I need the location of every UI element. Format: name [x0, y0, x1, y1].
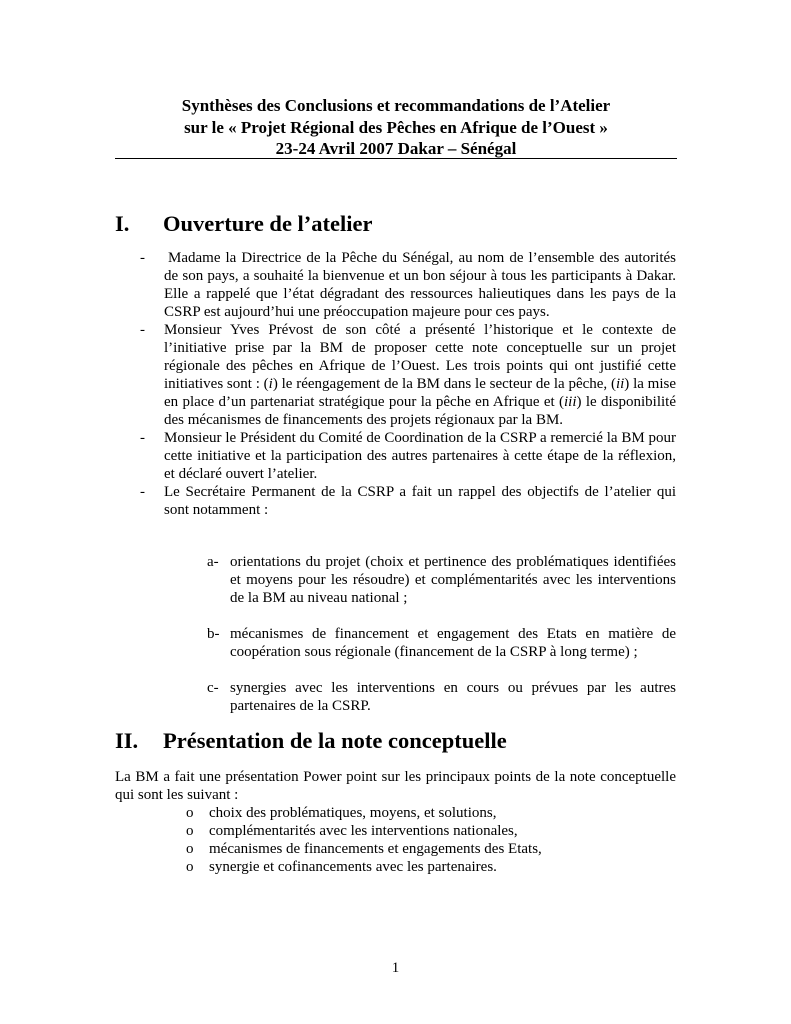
dash-marker: - — [140, 484, 145, 500]
dash-marker: - — [140, 322, 145, 338]
objective-item — [207, 553, 676, 607]
objective-text: synergies avec les interventions en cours ou prévues par les autres partenaires de la CSRP. — [230, 680, 676, 714]
concept-note-points-list — [186, 804, 542, 876]
objective-marker: b- — [207, 626, 220, 642]
list-item-text: complémentarités avec les interventions nationales, — [209, 823, 518, 839]
list-item — [186, 840, 542, 858]
objective-item — [207, 679, 676, 715]
objective-marker: c- — [207, 680, 219, 696]
list-item — [140, 429, 676, 483]
list-item-text: Le Secrétaire Permanent de la CSRP a fait un rappel des objectifs de l’atelier qui sont notamment : — [164, 484, 676, 518]
objective-marker: a- — [207, 554, 219, 570]
list-item — [140, 483, 676, 519]
list-item — [186, 858, 542, 876]
dash-marker: - — [140, 250, 145, 266]
dash-marker: - — [140, 430, 145, 446]
list-item-text: choix des problématiques, moyens, et solutions, — [209, 805, 497, 821]
section-2-number: II. — [115, 728, 139, 753]
section-2-title: Présentation de la note conceptuelle — [163, 728, 507, 753]
workshop-objectives-list — [207, 553, 676, 733]
page-number: 1 — [391, 960, 400, 976]
title-line-2: sur le « Projet Régional des Pêches en Afrique de l’Ouest » — [184, 117, 608, 137]
list-item-text: Madame la Directrice de la Pêche du Sénégal, au nom de l’ensemble des autorités de son pays, a souhaité la bienvenue et un bon séjour à tous les participants à Dakar. Elle a rappelé que l’état dégradant des ressources halieutiques dans les pays de la CSRP est aujourd’hui une préoccupation majeure pour ces pays. — [164, 250, 676, 320]
list-item-text: synergie et cofinancements avec les partenaires. — [209, 859, 497, 875]
circle-bullet-icon: o — [186, 805, 194, 821]
section-2-intro: La BM a fait une présentation Power point sur les principaux points de la note conceptuelle qui sont les suivant : — [115, 769, 676, 803]
title-line-1: Synthèses des Conclusions et recommandations de l’Atelier — [181, 96, 611, 115]
title-line-3: 23-24 Avril 2007 Dakar – Sénégal — [275, 139, 517, 158]
list-item-text: Monsieur Yves Prévost de son côté a présenté l’historique et le contexte de l’initiative prise par la BM de proposer cette note conceptuelle sur un projet régionale des pêches en Afrique de l’Ouest. Les trois points qui ont justifié cette initiatives sont : (i) le réengagement de la BM dans le secteur de la pêche, (ii) la mise en place d’un partenariat stratégique pour la pêche en Afrique et (iii) le disponibilité des mécanismes de financements des projets régionaux par la BM. — [164, 322, 677, 428]
list-item — [140, 249, 676, 321]
circle-bullet-icon: o — [186, 823, 194, 839]
circle-bullet-icon: o — [186, 841, 194, 857]
section-1-number: I. — [115, 211, 130, 236]
opening-remarks-list — [140, 249, 676, 519]
objective-text: mécanismes de financement et engagement des Etats en matière de coopération sous régionale (financement de la CSRP à long terme) ; — [230, 626, 676, 660]
list-item-text: mécanismes de financements et engagements des Etats, — [209, 841, 542, 857]
title-underline — [115, 158, 677, 159]
circle-bullet-icon: o — [186, 859, 194, 875]
document-title — [115, 95, 677, 160]
list-item — [186, 822, 542, 840]
list-item — [186, 804, 542, 822]
objective-text: orientations du projet (choix et pertinence des problématiques identifiées et moyens pour les résoudre) et complémentarités avec les interventions de la BM au niveau national ; — [230, 554, 676, 606]
section-1-title: Ouverture de l’atelier — [163, 211, 373, 236]
objective-item — [207, 625, 676, 661]
list-item-text: Monsieur le Président du Comité de Coordination de la CSRP a remercié la BM pour cette initiative et la participation des autres partenaires à cette étape de la réflexion, et déclaré ouvert l’atelier. — [164, 430, 676, 482]
list-item — [140, 321, 676, 429]
